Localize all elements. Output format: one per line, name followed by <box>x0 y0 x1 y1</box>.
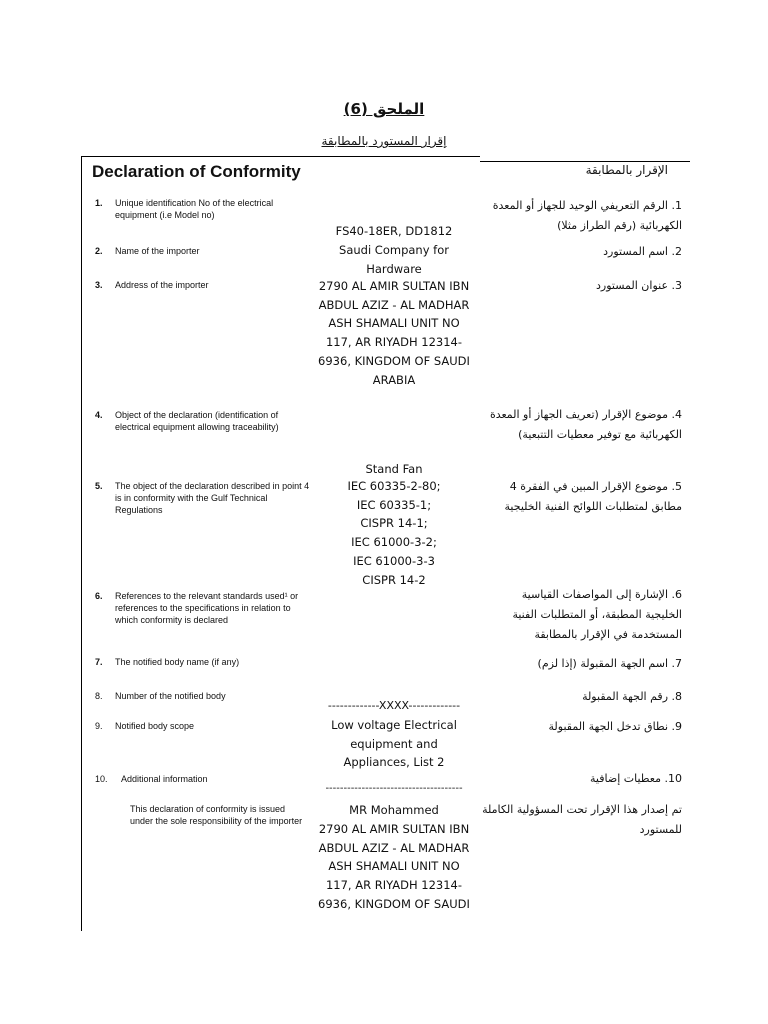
row-number: 4. <box>95 410 103 420</box>
row-label: Name of the importer <box>115 246 200 256</box>
row-number: 6. <box>95 591 103 601</box>
row-label: The notified body name (if any) <box>115 657 240 667</box>
row-number: 3. <box>95 280 103 290</box>
responsibility-statement: This declaration of conformity is issued under the sole responsibility of the importer <box>130 804 303 826</box>
row-label: Unique identification No of the electrical equipment (i.e Model no) <box>115 198 274 220</box>
row-number: 9. <box>95 721 103 731</box>
standard-item: IEC 61000-3-3 <box>353 553 435 568</box>
standard-item: CISPR 14-2 <box>362 572 426 587</box>
signatory-address: 2790 AL AMIR SULTAN IBN ABDUL AZIZ - AL MADHAR ASH SHAMALI UNIT NO 117, AR RIYADH 12314-6936, KINGDOM OF SAUDI <box>318 822 470 911</box>
row-label-ar: 8. رقم الجهة المقبولة <box>582 690 682 703</box>
row-label-ar: 10. معطيات إضافية <box>590 772 682 785</box>
notified-number-value: -------------XXXX------------- <box>327 699 461 712</box>
row-label: The object of the declaration described in point 4 is in conformity with the Gulf Technical Regulations <box>115 481 310 515</box>
row-label: References to the relevant standards used¹ or references to the specifications in relation to which conformity is declared <box>115 591 299 625</box>
table-left-border <box>81 156 82 931</box>
row-label-ar: 6. الإشارة إلى المواصفات القياسية الخليجية المطبقة، أو المتطلبات الفنية المستخدمة في الإقرار بالمطابقة <box>512 588 682 641</box>
annex-subtitle: إقرار المستورد بالمطابقة <box>321 134 447 148</box>
standard-item: IEC 60335-1; <box>356 497 432 512</box>
row-number: 8. <box>95 691 103 701</box>
standard-item: IEC 60335-2-80; <box>347 479 441 493</box>
table-top-border <box>81 156 480 157</box>
row-label: Object of the declaration (identification of electrical equipment allowing traceability) <box>115 410 279 432</box>
annex-title: الملحق (6) <box>343 100 425 118</box>
model-value: FS40-18ER, DD1812 <box>335 224 453 238</box>
row-label: Notified body scope <box>115 721 195 731</box>
row-number: 1. <box>95 198 103 208</box>
row-label: Address of the importer <box>115 280 209 290</box>
declaration-heading-ar: الإقرار بالمطابقة <box>585 163 668 177</box>
standard-item: CISPR 14-1; <box>360 516 428 531</box>
object-value: Stand Fan <box>365 462 423 476</box>
importer-address-value: 2790 AL AMIR SULTAN IBN ABDUL AZIZ - AL MADHAR ASH SHAMALI UNIT NO 117, AR RIYADH 12314-6936, KINGDOM OF SAUDI ARABIA <box>318 279 470 387</box>
row-label-ar: 3. عنوان المستورد <box>596 279 682 292</box>
row-label-ar: 5. موضوع الإقرار المبين في الفقرة 4 مطابق لمتطلبات اللوائح الفنية الخليجية <box>504 480 682 513</box>
scope-value: Low voltage Electrical equipment and Appliances, List 2 <box>331 718 457 770</box>
row-number: 10. <box>95 774 108 784</box>
importer-name-value: Saudi Company for Hardware <box>339 243 449 276</box>
row-number: 5. <box>95 481 103 491</box>
row-number: 7. <box>95 657 103 667</box>
row-label: Additional information <box>121 774 208 784</box>
row-label-ar: 4. موضوع الإقرار (تعريف الجهاز أو المعدة الكهربائية مع توفير معطيات التتبعية) <box>489 408 682 441</box>
standards-list <box>318 477 470 589</box>
row-label-ar: 9. نطاق تدخل الجهة المقبولة <box>548 720 682 733</box>
table-top-border-right <box>480 161 690 162</box>
responsibility-statement-ar: تم إصدار هذا الإقرار تحت المسؤولية الكاملة للمستورد <box>482 803 682 836</box>
standard-item: IEC 61000-3-2; <box>351 535 437 550</box>
row-label-ar: 2. اسم المستورد <box>603 245 682 258</box>
row-label: Number of the notified body <box>115 691 226 701</box>
row-label-ar: 7. اسم الجهة المقبولة (إذا لزم) <box>537 657 682 670</box>
signatory-name: MR Mohammed <box>349 803 439 817</box>
row-number: 2. <box>95 246 103 256</box>
row-label-ar: 1. الرقم التعريفي الوحيد للجهاز أو المعدة الكهربائية (رقم الطراز مثلا) <box>492 199 682 232</box>
declaration-heading: Declaration of Conformity <box>92 162 301 181</box>
additional-info-value: -------------------------------------- <box>325 783 463 794</box>
